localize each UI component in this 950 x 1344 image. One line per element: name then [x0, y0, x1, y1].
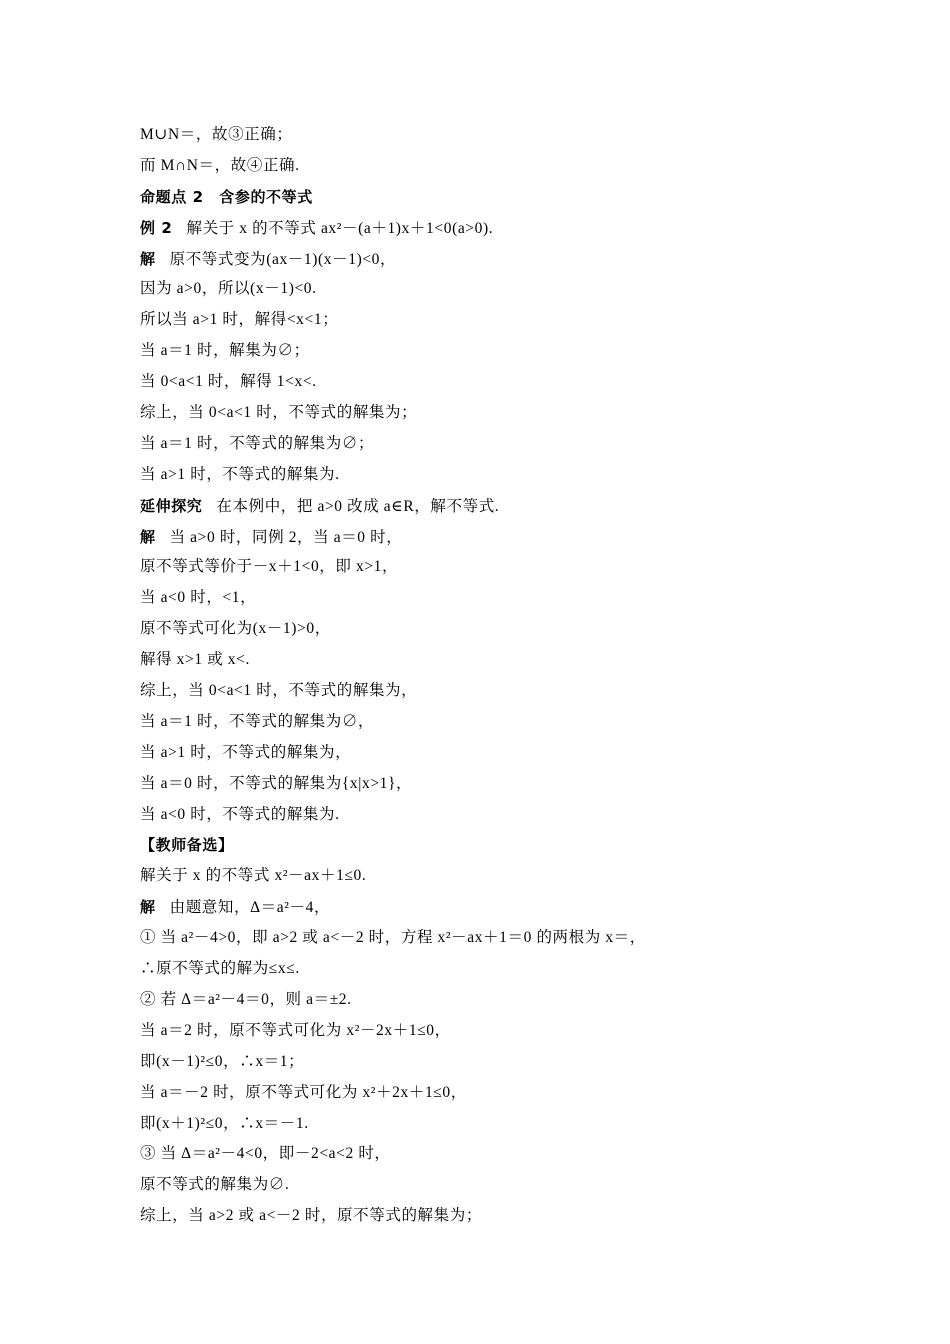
text-line — [140, 707, 830, 738]
text-line — [140, 861, 830, 892]
text-line — [140, 738, 830, 769]
line-text: ② 若 Δ＝a²－4＝0，则 a＝±2. — [140, 990, 352, 1008]
text-line — [140, 583, 830, 614]
text-line — [140, 1170, 830, 1201]
text-line — [140, 614, 830, 645]
heading-text: 【教师备选】 — [140, 836, 234, 855]
text-line — [140, 1139, 830, 1170]
solution-label: 解 — [140, 249, 156, 268]
line-text: 原不等式变为(ax－1)(x－1)<0， — [169, 250, 397, 268]
section-heading — [140, 182, 830, 213]
text-line — [140, 1016, 830, 1047]
line-text: 原不等式等价于－x＋1<0，即 x>1， — [140, 558, 399, 576]
text-line — [140, 1047, 830, 1078]
solution-label: 解 — [140, 898, 156, 917]
line-text: 在本例中，把 a>0 改成 a∈R，解不等式. — [216, 497, 500, 515]
line-text: 解得 x>1 或 x<. — [140, 651, 250, 669]
line-text: 当 a<0 时，不等式的解集为. — [140, 805, 340, 823]
line-text: 当 a＝0 时，不等式的解集为{x|x>1}， — [140, 774, 413, 792]
text-line — [140, 429, 830, 460]
example-line — [140, 213, 830, 244]
line-text: 当 0<a<1 时，解得 1<x<. — [140, 373, 317, 391]
text-line — [140, 954, 830, 985]
line-text: 即(x＋1)²≤0，∴x＝－1. — [140, 1114, 309, 1132]
line-text: 原不等式的解集为∅. — [140, 1176, 290, 1194]
line-text: 即(x－1)²≤0，∴x＝1； — [140, 1052, 305, 1070]
text-line — [140, 676, 830, 707]
line-text: ① 当 a²－4>0，即 a>2 或 a<－2 时，方程 x²－ax＋1＝0 的两根为 x＝， — [140, 929, 646, 947]
text-line — [140, 800, 830, 831]
text-line — [140, 769, 830, 800]
text-line — [140, 460, 830, 491]
line-text: M∪N＝，故③正确； — [140, 126, 293, 143]
extension-line — [140, 491, 830, 522]
line-text: 解关于 x 的不等式 ax²－(a＋1)x＋1<0(a>0). — [186, 219, 494, 237]
text-line — [140, 1201, 830, 1232]
line-text: 当 a<0 时，<1， — [140, 589, 257, 607]
text-line — [140, 645, 830, 676]
teacher-section-heading — [140, 830, 830, 861]
line-text: 综上，当 0<a<1 时，不等式的解集为， — [140, 682, 418, 700]
line-text: 原不等式可化为(x－1)>0， — [140, 620, 331, 638]
text-line — [140, 151, 830, 182]
line-text: 当 a>1 时，不等式的解集为， — [140, 743, 352, 761]
line-text: 而 M∩N＝，故④正确. — [140, 156, 300, 174]
text-line — [140, 274, 830, 305]
extension-label: 延伸探究 — [140, 496, 203, 515]
text-line — [140, 305, 830, 336]
line-text: 当 a＝－2 时，原不等式可化为 x²＋2x＋1≤0， — [140, 1083, 467, 1101]
line-text: 当 a＝1 时，解集为∅； — [140, 342, 310, 360]
heading-text: 命题点 2 含参的不等式 — [140, 187, 313, 206]
solution-label: 解 — [140, 527, 156, 546]
solution-line — [140, 244, 830, 275]
line-text: ③ 当 Δ＝a²－4<0，即－2<a<2 时， — [140, 1145, 391, 1163]
text-line — [140, 1078, 830, 1109]
line-text: 当 a>1 时，不等式的解集为. — [140, 465, 340, 483]
text-line — [140, 923, 830, 954]
text-line — [140, 985, 830, 1016]
line-text: 综上，当 a>2 或 a<－2 时，原不等式的解集为； — [140, 1207, 482, 1225]
line-text: ∴原不等式的解为≤x≤. — [140, 960, 300, 978]
text-line — [140, 1109, 830, 1140]
text-line — [140, 120, 830, 151]
text-line — [140, 552, 830, 583]
document-body — [140, 120, 830, 1232]
line-text: 当 a＝2 时，原不等式可化为 x²－2x＋1≤0， — [140, 1021, 451, 1039]
text-line — [140, 336, 830, 367]
text-line — [140, 367, 830, 398]
line-text: 解关于 x 的不等式 x²－ax＋1≤0. — [140, 867, 367, 885]
line-text: 当 a＝1 时，不等式的解集为∅； — [140, 434, 375, 452]
example-label: 例 2 — [140, 218, 173, 237]
line-text: 当 a＝1 时，不等式的解集为∅， — [140, 712, 375, 730]
text-line — [140, 398, 830, 429]
line-text: 由题意知，Δ＝a²－4， — [169, 899, 331, 917]
solution-line — [140, 522, 830, 553]
line-text: 所以当 a>1 时，解得<x<1； — [140, 311, 339, 329]
line-text: 综上，当 0<a<1 时，不等式的解集为； — [140, 404, 418, 422]
line-text: 当 a>0 时，同例 2，当 a＝0 时， — [169, 528, 403, 546]
solution-line — [140, 892, 830, 923]
line-text: 因为 a>0，所以(x－1)<0. — [140, 280, 317, 298]
